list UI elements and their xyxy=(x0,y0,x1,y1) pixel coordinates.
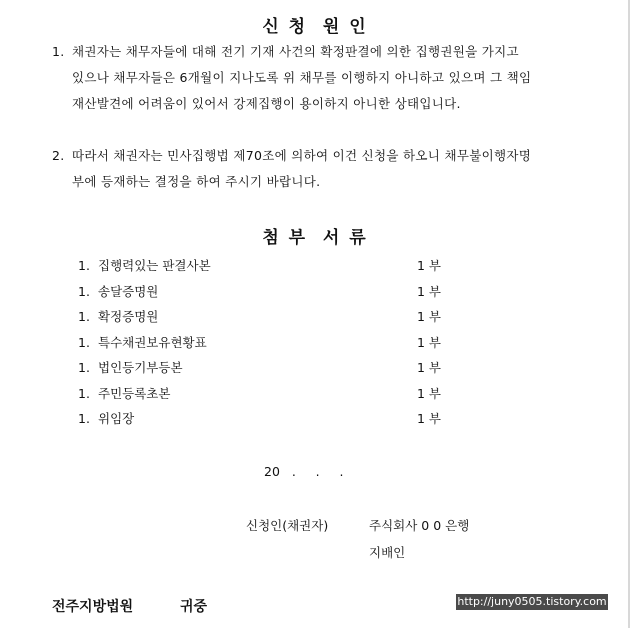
applicant-label: 신청인(채권자) xyxy=(246,518,329,533)
attachment-row xyxy=(78,381,458,407)
attachment-name: 위임장 xyxy=(98,411,135,426)
attachment-number: 1. xyxy=(78,334,90,350)
attachment-name: 확정증명원 xyxy=(98,309,159,324)
attachment-name: 집행력있는 판결사본 xyxy=(98,258,211,273)
attachment-row xyxy=(78,330,458,356)
reason-line: 따라서 채권자는 민사집행법 제70조에 의하여 이건 신청을 하오니 채무불이행자명 xyxy=(72,148,532,163)
attachment-name: 주민등록초본 xyxy=(98,385,171,401)
attachment-name: 특수채권보유현황표 xyxy=(98,334,207,350)
reason-item-1 xyxy=(52,39,592,117)
attachment-number: 1. xyxy=(78,258,90,273)
filing-date: 20 . . . xyxy=(264,464,344,479)
reason-line: 있으나 채무자들은 6개월이 지나도록 위 채무를 이행하지 아니하고 있으며 그 책임 xyxy=(72,70,532,85)
attachment-number: 1. xyxy=(78,309,90,324)
attachment-number: 1. xyxy=(78,283,90,299)
attachment-row xyxy=(78,406,458,432)
reason-item-number: 1. xyxy=(52,44,65,59)
section-title-attachments: 첨 부 서 류 xyxy=(262,228,368,248)
attachment-number: 1. xyxy=(78,385,90,401)
attachment-quantity: 1 부 xyxy=(417,258,442,273)
reason-item-number: 2. xyxy=(52,148,65,163)
attachment-quantity: 1 부 xyxy=(417,360,442,375)
attachment-number: 1. xyxy=(78,360,90,375)
attachment-quantity: 1 부 xyxy=(417,411,442,426)
court-name: 전주지방법원 xyxy=(52,599,134,615)
applicant-manager: 지배인 xyxy=(369,545,406,560)
attachment-quantity: 1 부 xyxy=(417,385,442,401)
attachment-quantity: 1 부 xyxy=(417,309,442,324)
attachment-quantity: 1 부 xyxy=(417,283,442,299)
attachment-row xyxy=(78,253,458,279)
section-title-application-reason: 신 청 원 인 xyxy=(262,17,368,37)
blog-watermark: http://juny0505.tistory.com xyxy=(457,595,607,608)
reason-line: 재산발견에 어려움이 있어서 강제집행이 용이하지 아니한 상태입니다. xyxy=(72,96,461,111)
reason-line: 부에 등재하는 결정을 하여 주시기 바랍니다. xyxy=(72,174,321,189)
attachment-number: 1. xyxy=(78,411,90,426)
attachment-row xyxy=(78,279,458,305)
reason-item-2 xyxy=(52,143,592,195)
attachment-row xyxy=(78,304,458,330)
attachment-list xyxy=(78,253,458,432)
attachment-quantity: 1 부 xyxy=(417,334,442,350)
attachment-row xyxy=(78,355,458,381)
attachment-name: 송달증명원 xyxy=(98,283,159,299)
court-honorific: 귀중 xyxy=(180,599,208,615)
applicant-company: 주식회사 0 0 은행 xyxy=(369,518,470,533)
reason-line: 채권자는 채무자들에 대해 전기 기재 사건의 확정판결에 의한 집행권원을 가지고 xyxy=(72,44,519,59)
attachment-name: 법인등기부등본 xyxy=(98,360,183,375)
